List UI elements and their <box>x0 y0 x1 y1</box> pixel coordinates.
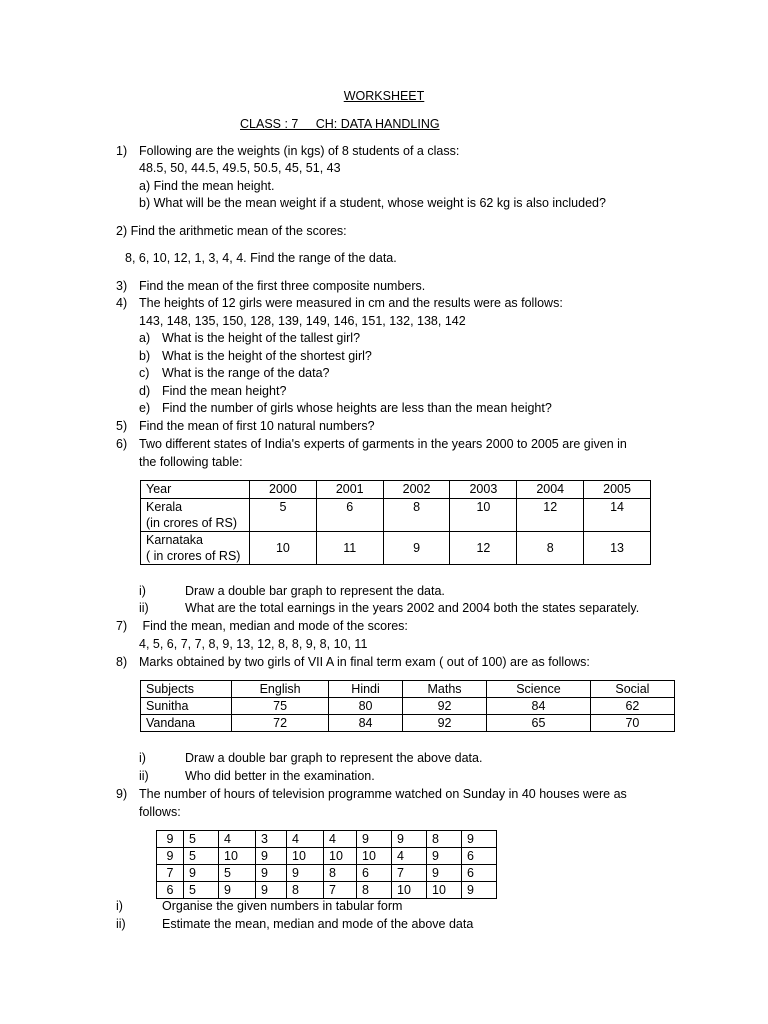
table-cell: 70 <box>590 715 674 732</box>
table-header-row <box>141 681 675 698</box>
table-cell: 10 <box>450 499 517 532</box>
table-cell: 9 <box>357 831 392 848</box>
table-cell: 9 <box>462 882 497 899</box>
q1-part-a: a) Find the mean height. <box>139 179 275 193</box>
table-cell: 10 <box>324 848 357 865</box>
table-cell: 10 <box>392 882 427 899</box>
row-label: Karnataka <box>146 533 203 547</box>
row-unit: (in crores of RS) <box>146 516 237 530</box>
table-cell: 8 <box>287 882 324 899</box>
table-cell: 12 <box>450 532 517 565</box>
table-cell: 6 <box>462 848 497 865</box>
table-cell: 8 <box>357 882 392 899</box>
q8-number: 8) <box>116 655 128 669</box>
table-cell: 4 <box>287 831 324 848</box>
table-cell: 5 <box>184 882 219 899</box>
row-label-cell <box>141 532 250 565</box>
q8-sub-number: i) <box>139 751 146 765</box>
q4-number: 4) <box>116 296 128 310</box>
q1-data: 48.5, 50, 44.5, 49.5, 50.5, 45, 51, 43 <box>139 161 341 175</box>
table-cell: 6 <box>462 865 497 882</box>
table-cell: 72 <box>232 715 329 732</box>
table-cell: 5 <box>184 831 219 848</box>
table-cell: 3 <box>256 831 287 848</box>
table-cell: 9 <box>427 848 462 865</box>
q4-data: 143, 148, 135, 150, 128, 139, 149, 146, 151, 132, 138, 142 <box>139 314 466 328</box>
q4-text: The heights of 12 girls were measured in cm and the results were as follows: <box>139 296 563 310</box>
q4-sub-letter: b) <box>139 349 151 363</box>
q6-text-line1: Two different states of India's experts of garments in the years 2000 to 2005 are given in <box>139 437 627 451</box>
table-cell: 6 <box>157 882 184 899</box>
table-cell: 6 <box>316 499 383 532</box>
q6-sub-number: i) <box>139 584 146 598</box>
table-cell: 7 <box>392 865 427 882</box>
q4-sub-text: What is the height of the shortest girl? <box>162 349 372 363</box>
table-cell: 9 <box>256 848 287 865</box>
table-cell: 65 <box>487 715 591 732</box>
table-cell: 9 <box>184 865 219 882</box>
table-row <box>157 882 497 899</box>
table-header-cell: 2001 <box>316 481 383 499</box>
q3-text: Find the mean of the first three composite numbers. <box>139 279 426 293</box>
table-cell: 9 <box>256 865 287 882</box>
table-cell: 14 <box>584 499 651 532</box>
q1-part-b: b) What will be the mean weight if a student, whose weight is 62 kg is also included? <box>139 196 606 210</box>
table-cell: 8 <box>427 831 462 848</box>
table-row <box>141 532 651 565</box>
table-cell: 5 <box>250 499 317 532</box>
table-cell: 9 <box>427 865 462 882</box>
row-label: Kerala <box>146 500 183 514</box>
table-cell: 13 <box>584 532 651 565</box>
q8-sub-number: ii) <box>139 769 149 783</box>
table-cell: 5 <box>219 865 256 882</box>
table-cell: 84 <box>329 715 403 732</box>
table-cell: 4 <box>392 848 427 865</box>
table-cell: 9 <box>219 882 256 899</box>
table-cell: 75 <box>232 698 329 715</box>
table-cell: 84 <box>487 698 591 715</box>
q4-sub-text: Find the number of girls whose heights are less than the mean height? <box>162 401 552 415</box>
q6-sub-text: What are the total earnings in the years 2002 and 2004 both the states separately. <box>185 601 640 615</box>
q6-sub-text: Draw a double bar graph to represent the data. <box>185 584 445 598</box>
table-cell: 7 <box>324 882 357 899</box>
q4-sub-letter: d) <box>139 384 151 398</box>
table-header-row <box>141 481 651 499</box>
table-header-cell: Maths <box>402 681 486 698</box>
table-cell: 62 <box>590 698 674 715</box>
q7-number: 7) <box>116 619 128 633</box>
q6-sub-number: ii) <box>139 601 149 615</box>
q6-text-line2: the following table: <box>139 455 243 469</box>
q6-number: 6) <box>116 437 128 451</box>
q9-text-line2: follows: <box>139 805 181 819</box>
row-unit: ( in crores of RS) <box>146 549 241 563</box>
table-cell: 9 <box>157 831 184 848</box>
q4-sub-letter: c) <box>139 366 150 380</box>
q4-sub-text: Find the mean height? <box>162 384 287 398</box>
table-cell: 6 <box>357 865 392 882</box>
row-label-cell <box>141 499 250 532</box>
q4-sub-letter: e) <box>139 401 151 415</box>
table-cell: 12 <box>517 499 584 532</box>
table-row <box>157 865 497 882</box>
table-row <box>157 831 497 848</box>
table-cell: 92 <box>402 698 486 715</box>
table-cell: 8 <box>517 532 584 565</box>
table-row <box>157 848 497 865</box>
table-header-cell: Science <box>487 681 591 698</box>
q9-sub-number: i) <box>116 899 123 913</box>
state-earnings-table <box>140 480 651 565</box>
table-cell: Sunitha <box>141 698 232 715</box>
table-header-cell: Year <box>141 481 250 499</box>
table-cell: 10 <box>250 532 317 565</box>
q9-text-line1: The number of hours of television programme watched on Sunday in 40 houses were as <box>139 787 627 801</box>
q3-number: 3) <box>116 279 128 293</box>
q9-sub-text: Organise the given numbers in tabular form <box>162 899 403 913</box>
q2-text: 2) Find the arithmetic mean of the scores: <box>116 224 347 238</box>
q7-data: 4, 5, 6, 7, 7, 8, 9, 13, 12, 8, 8, 9, 8, 10, 11 <box>139 637 368 651</box>
q4-sub-text: What is the range of the data? <box>162 366 330 380</box>
table-cell: 10 <box>427 882 462 899</box>
table-cell: 4 <box>219 831 256 848</box>
table-cell: 9 <box>287 865 324 882</box>
table-cell: 10 <box>219 848 256 865</box>
table-cell: 9 <box>462 831 497 848</box>
q1-text: Following are the weights (in kgs) of 8 students of a class: <box>139 144 460 158</box>
table-header-cell: English <box>232 681 329 698</box>
table-header-cell: 2003 <box>450 481 517 499</box>
table-cell: 5 <box>184 848 219 865</box>
table-cell: 10 <box>357 848 392 865</box>
table-header-cell: Subjects <box>141 681 232 698</box>
table-row <box>141 698 675 715</box>
table-header-cell: Social <box>590 681 674 698</box>
worksheet-title: WORKSHEET <box>343 89 425 103</box>
marks-table <box>140 680 675 732</box>
q1-number: 1) <box>116 144 128 158</box>
table-header-cell: 2000 <box>250 481 317 499</box>
table-header-cell: 2004 <box>517 481 584 499</box>
table-cell: 8 <box>383 499 450 532</box>
table-header-cell: 2002 <box>383 481 450 499</box>
table-cell: 80 <box>329 698 403 715</box>
table-header-cell: 2005 <box>584 481 651 499</box>
table-cell: Vandana <box>141 715 232 732</box>
table-cell: 4 <box>324 831 357 848</box>
q8-text: Marks obtained by two girls of VII A in final term exam ( out of 100) are as follows: <box>139 655 590 669</box>
tv-hours-table <box>156 830 497 899</box>
q9-number: 9) <box>116 787 128 801</box>
q5-text: Find the mean of first 10 natural numbers? <box>139 419 375 433</box>
worksheet-subtitle: CLASS : 7 CH: DATA HANDLING <box>240 117 440 131</box>
q8-sub-text: Who did better in the examination. <box>185 769 375 783</box>
q9-sub-number: ii) <box>116 917 126 931</box>
table-cell: 9 <box>383 532 450 565</box>
table-row <box>141 499 651 532</box>
table-header-cell: Hindi <box>329 681 403 698</box>
table-cell: 92 <box>402 715 486 732</box>
table-row <box>141 715 675 732</box>
table-cell: 8 <box>324 865 357 882</box>
table-cell: 9 <box>392 831 427 848</box>
table-cell: 9 <box>157 848 184 865</box>
q8-sub-text: Draw a double bar graph to represent the above data. <box>185 751 483 765</box>
q4-sub-text: What is the height of the tallest girl? <box>162 331 361 345</box>
q2-data: 8, 6, 10, 12, 1, 3, 4, 4. Find the range of the data. <box>125 251 397 265</box>
q9-sub-text: Estimate the mean, median and mode of the above data <box>162 917 474 931</box>
q7-text: Find the mean, median and mode of the scores: <box>139 619 408 633</box>
table-cell: 7 <box>157 865 184 882</box>
table-cell: 11 <box>316 532 383 565</box>
table-cell: 9 <box>256 882 287 899</box>
q4-sub-letter: a) <box>139 331 151 345</box>
q5-number: 5) <box>116 419 128 433</box>
table-cell: 10 <box>287 848 324 865</box>
